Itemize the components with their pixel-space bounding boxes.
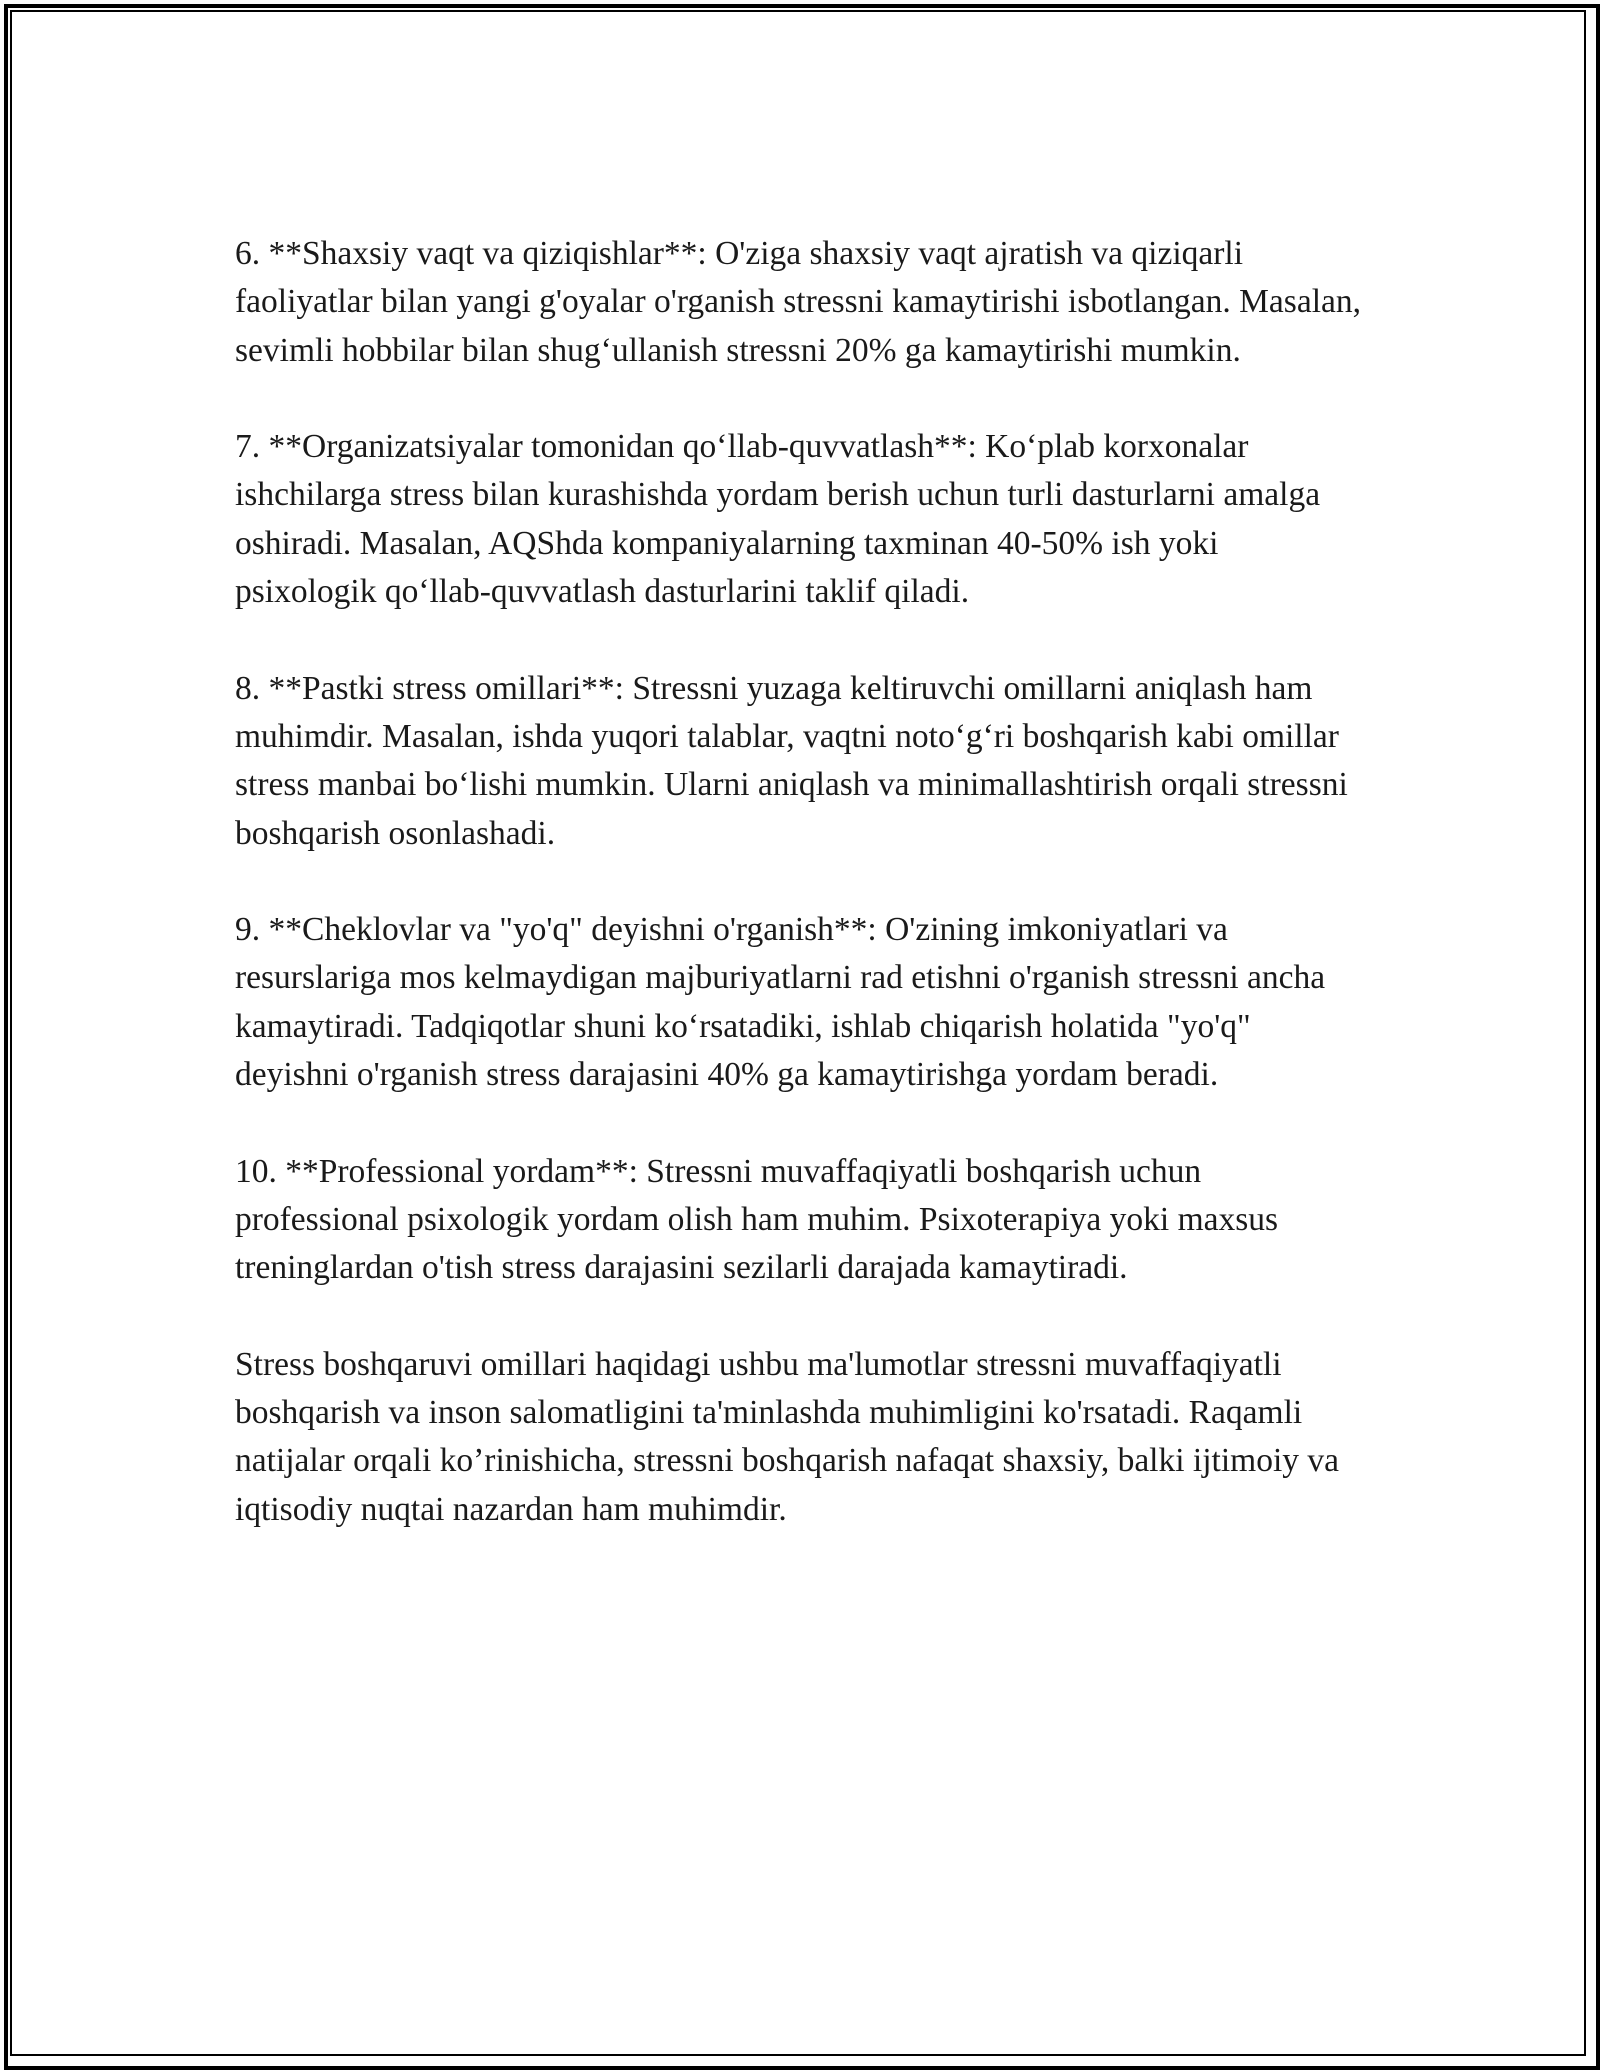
paragraph-item-8: 8. **Pastki stress omillari**: Stressni yuzaga keltiruvchi omillarni aniqlash ham muhimdir. Masalan, ishda yuqori talablar, vaqtni noto‘g‘ri boshqarish kabi omillar stress manbai bo‘lishi mumkin. Ularni aniqlash va minimallashtirish orqali stressni boshqarish osonlashadi. (235, 669, 1348, 852)
paragraph-conclusion: Stress boshqaruvi omillari haqidagi ushbu ma'lumotlar stressni muvaffaqiyatli boshqarish va inson salomatligini ta'minlashda muhimligini ko'rsatadi. Raqamli natijalar orqali ko’rinishicha, stressni boshqarish nafaqat shaxsiy, balki ijtimoiy va iqtisodiy nuqtai nazardan ham muhimdir. (235, 1345, 1340, 1528)
paragraph-item-10: 10. **Professional yordam**: Stressni muvaffaqiyatli boshqarish uchun professional psixologik yordam olish ham muhim. Psixoterapiya yoki maxsus treninglardan o'tish stress darajasini sezilarli darajada kamaytiradi. (235, 1152, 1279, 1287)
document-body (235, 230, 1365, 1582)
paragraph-item-6: 6. **Shaxsiy vaqt va qiziqishlar**: O'ziga shaxsiy vaqt ajratish va qiziqarli faoliyatlar bilan yangi g'oyalar o'rganish stressni kamaytirishi isbotlangan. Masalan, sevimli hobbilar bilan shug‘ullanish stressni 20% ga kamaytirishi mumkin. (235, 235, 1361, 369)
paragraph-item-7: 7. **Organizatsiyalar tomonidan qo‘llab-quvvatlash**: Ko‘plab korxonalar ishchilarga stress bilan kurashishda yordam berish uchun turli dasturlarni amalga oshiradi. Masalan, AQShda kompaniyalarning taxminan 40-50% ish yoki psixologik qo‘llab-quvvatlash dasturlarini taklif qiladi. (235, 428, 1321, 611)
paragraph-item-9: 9. **Cheklovlar va "yo'q" deyishni o'rganish**: O'zining imkoniyatlari va resurslariga mos kelmaydigan majburiyatlarni rad etishni o'rganish stressni ancha kamaytiradi. Tadqiqotlar shuni ko‘rsatadiki, ishlab chiqarish holatida "yo'q" deyishni o'rganish stress darajasini 40% ga kamaytirishga yordam beradi. (235, 911, 1326, 1094)
